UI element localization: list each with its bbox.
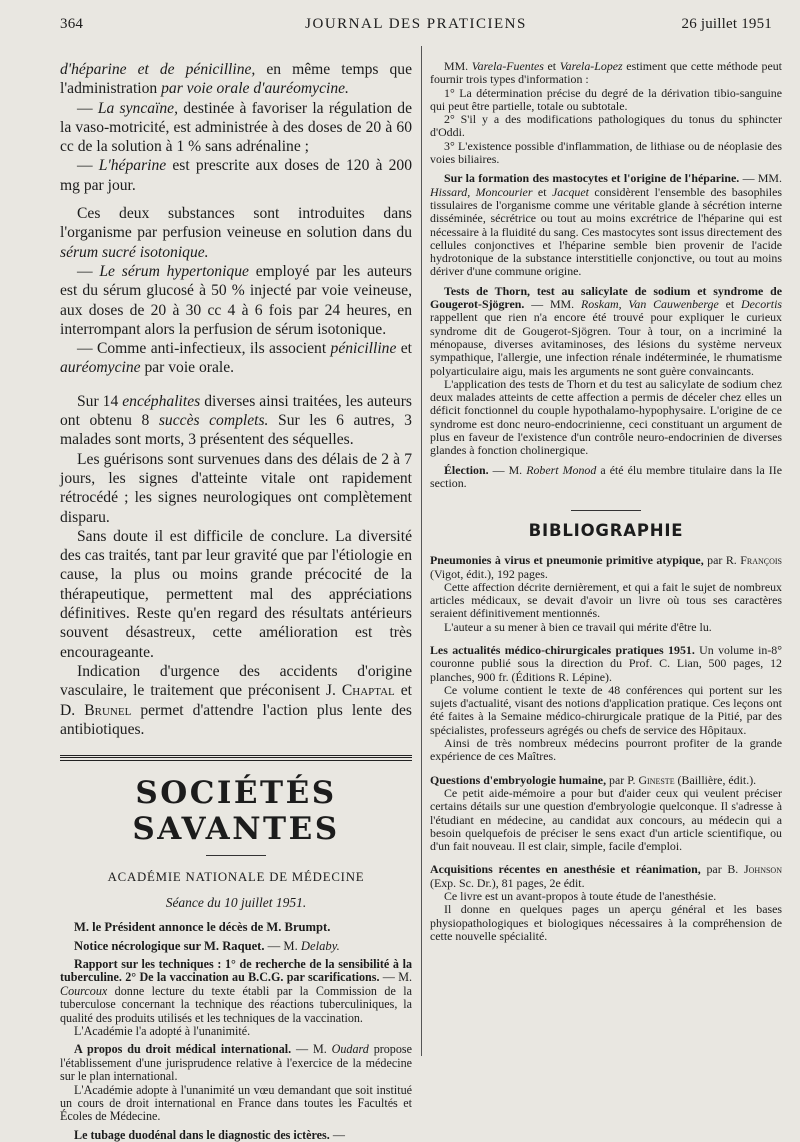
journal-title: JOURNAL DES PRATICIENS bbox=[305, 16, 527, 32]
session-date: Séance du 10 juillet 1951. bbox=[165, 895, 307, 911]
paragraph: Le tubage duodénal dans le diagnostic des ictères. — bbox=[74, 1127, 345, 1142]
book-entry: Pneumonies à virus et pneumonie primitive atypique, par R. François (Vigot, édit.), 192 pages. bbox=[430, 553, 782, 581]
column-divider bbox=[421, 46, 422, 1056]
paragraph: Sur 14 encéphalites diverses ainsi traitées, les auteurs ont obtenu 8 succès complets. Sur les 6 autres, 3 malades sont morts, 3 présentent des séquelles. bbox=[60, 392, 412, 449]
paragraph: A propos du droit médical international. — M. Oudard propose l'établissement d'une jurisprudence relative à l'exercice de la médecine sur le plan international. bbox=[60, 1042, 412, 1084]
paragraph: Ce livre est un avant-propos à toute étude de l'anesthésie. bbox=[444, 889, 717, 904]
paragraph: Il donne en quelques pages un aperçu général et les bases physiopathologiques et biologiques nécessaires à la compréhension de cette nouvelle spécialité. bbox=[430, 902, 782, 943]
subsection-title: ACADÉMIE NATIONALE DE MÉDECINE bbox=[107, 870, 365, 885]
section-title: BIBLIOGRAPHIE bbox=[528, 521, 684, 541]
book-entry: Acquisitions récentes en anesthésie et réanimation, par B. Johnson (Exp. Sc. Dr.), 81 pages, 2e édit. bbox=[430, 862, 782, 890]
section-rule bbox=[60, 755, 412, 758]
paragraph: Ces deux substances sont introduites dans l'organisme par perfusion veineuse en solution dans du sérum sucré isotonique. bbox=[60, 205, 412, 261]
paragraph: Tests de Thorn, test au salicylate de sodium et syndrome de Gougerot-Sjögren. — MM. Roskam, Van Cauwenberge et Decortis rappellent que rien n'a encore été trouvé pour expliquer le curieux syndrome dit de Gougerot-Sjögren. Tour à tour, on a incriminé la ménopause, diverses avitaminoses, des lésions du système nerveux sympathique, l'allergie, une infection rénale indéterminée, le rhumatisme polyarticulaire aigu, mais les arguments ne sont guère convaincants. bbox=[430, 283, 782, 378]
paragraph: L'Académie l'a adopté à l'unanimité. bbox=[74, 1023, 251, 1038]
issue-date: 26 juillet 1951 bbox=[681, 16, 772, 32]
paragraph: d'héparine et de pénicilline, en même temps que l'administration par voie orale d'auréomycine. bbox=[60, 61, 412, 98]
paragraph: Cette affection décrite dernièrement, et qui a fait le sujet de nombreux articles médicaux, se devait d'avoir un livre où tous ses caractères seraient définitivement mentionnés. bbox=[430, 579, 782, 621]
paragraph: Rapport sur les techniques : 1° de recherche de la sensibilité à la tuberculine. 2° De la vaccination au B.C.G. par scarifications. — M. Courcoux donne lecture du texte établi par la Commission de la tuberculose concernant la technique des réactions tuberculiniques, la qualité des produits utilisés et les techniques de la vaccination. bbox=[60, 956, 412, 1025]
paragraph: — L'héparine est prescrite aux doses de 120 à 200 mg par jour. bbox=[60, 157, 412, 194]
paragraph: Élection. — M. Robert Monod a été élu membre titulaire dans la IIe section. bbox=[430, 462, 782, 490]
book-entry: Les actualités médico-chirurgicales pratiques 1951. Un volume in-8° couronne publié sous la direction du Prof. C. Lian, 500 pages, 12 planches, 900 fr. (Éditions R. Lépine). bbox=[430, 642, 783, 684]
paragraph: — Comme anti-infectieux, ils associent pénicilline et auréomycine par voie orale. bbox=[60, 340, 412, 377]
paragraph: — Le sérum hypertonique employé par les auteurs est du sérum glucosé à 50 % injecté par voie veineuse, aux doses de 20 à 30 cc 4 à 6 fois par 24 heures, en interrompant alors la perfusion de sérum isotonique. bbox=[60, 262, 412, 338]
paragraph: M. le Président annonce le décès de M. Brumpt. bbox=[74, 920, 331, 935]
paragraph: 3° L'existence possible d'inflammation, de lithiase ou de néoplasie des voies biliaires. bbox=[430, 138, 782, 167]
section-title: SOCIÉTÉS SAVANTES bbox=[132, 775, 340, 848]
book-entry: Questions d'embryologie humaine, par P. Gineste (Baillière, édit.). bbox=[430, 772, 757, 787]
paragraph: Notice nécrologique sur M. Raquet. — M. Delaby. bbox=[74, 938, 340, 953]
section-rule bbox=[60, 760, 412, 761]
paragraph: Sans doute il est difficile de conclure. La diversité des cas traités, tant par leur gravité que par l'étiologie en cause, la plus ou moins grande précocité de la thérapeutique, permettent mal des appréciations définitives. Reste qu'en regard des résultats antérieurs souvent désastreux, cette amélioration est très encourageante. bbox=[60, 527, 412, 661]
short-rule bbox=[571, 510, 641, 511]
paragraph: Ce volume contient le texte de 48 conférences qui portent sur les sujets d'actualité, visant des notions d'application pratique. Ces leçons ont été faites à la Semaine médico-chirurgicale pratique de la Pitié, par des spécialistes, professeurs agrégés ou chefs de service des Hôpitaux. bbox=[430, 682, 782, 737]
paragraph: — La syncaïne, destinée à favoriser la régulation de la vaso-motricité, est administrée à des doses de 20 à 60 cc de la solution à 1 % sans adrénaline ; bbox=[60, 99, 412, 156]
paragraph: 2° S'il y a des modifications pathologiques du tonus du sphincter d'Oddi. bbox=[430, 112, 782, 140]
paragraph: L'auteur a su mener à bien ce travail qui mérite d'être lu. bbox=[444, 619, 712, 634]
paragraph: Ainsi de très nombreux médecins pourront profiter de la grande expérience de ces Maîtres. bbox=[430, 736, 782, 764]
paragraph: Sur la formation des mastocytes et l'origine de l'héparine. — MM. Hissard, Moncourier et Jacquet considèrent l'ensemble des basophiles tissulaires de l'organisme comme une véritable glande à sécrétion interne disséminée, sécrétrice ou tout au moins excrétrice de l'héparine qui est nécessaire à la fluidité du sang. Ces mastocytes sont issus directement des cellules conjonctives et l'héparine semble bien provenir de l'acide hydrotonique de la substance interstitielle conjonctive, ou tout au moins dériver d'une commune origine. bbox=[430, 171, 783, 279]
running-header bbox=[60, 16, 772, 38]
paragraph: Les guérisons sont survenues dans des délais de 2 à 7 jours, les signes d'atteinte vitale ont rapidement rétrocédé ; les signes neurologiques ont complètement disparu. bbox=[60, 450, 412, 526]
paragraph: L'Académie adopte à l'unanimité un vœu demandant que soit institué un cours de droit international en France dans toutes les Facultés et Écoles de Médecine. bbox=[60, 1082, 412, 1124]
left-column bbox=[60, 60, 412, 1142]
paragraph: Ce petit aide-mémoire a pour but d'aider ceux qui veulent préciser certains détails sur une question d'embryologie quelconque. Il s'adresse à l'étudiant en médecine, au candidat aux concours, au médecin qui a besoin quelquefois de préciser le sens exact d'un article scientifique, ou d'un fait nouveau. Il est clair, simple, facile d'emploi. bbox=[430, 785, 782, 854]
paragraph: Indication d'urgence des accidents d'origine vasculaire, le traitement que préconisent J. Chaptal et D. Brunel permet d'attendre l'action plus lente des antibiotiques. bbox=[60, 662, 413, 738]
paragraph: L'application des tests de Thorn et du test au salicylate de sodium chez deux malades atteints de cette affection a permis de déceler chez elles un déficit fonctionnel du couple hypothalamo-hypophysaire. L'origine de ce syndrome est donc neuro-endocrinienne, ceci constituant un argument de plus en faveur de l'existence d'un contrôle neuro-endocrinien de diverses glandes à fonction cholinergique. bbox=[430, 376, 782, 458]
page-number: 364 bbox=[60, 16, 84, 32]
paragraph: MM. Varela-Fuentes et Varela-Lopez estiment que cette méthode peut fournir trois types d'information : bbox=[430, 59, 782, 87]
short-rule bbox=[206, 855, 266, 856]
paragraph: 1° La détermination précise du degré de la dérivation tibio-sanguine qui peut être partielle, totale ou subtotale. bbox=[430, 85, 782, 113]
right-column bbox=[430, 60, 782, 943]
